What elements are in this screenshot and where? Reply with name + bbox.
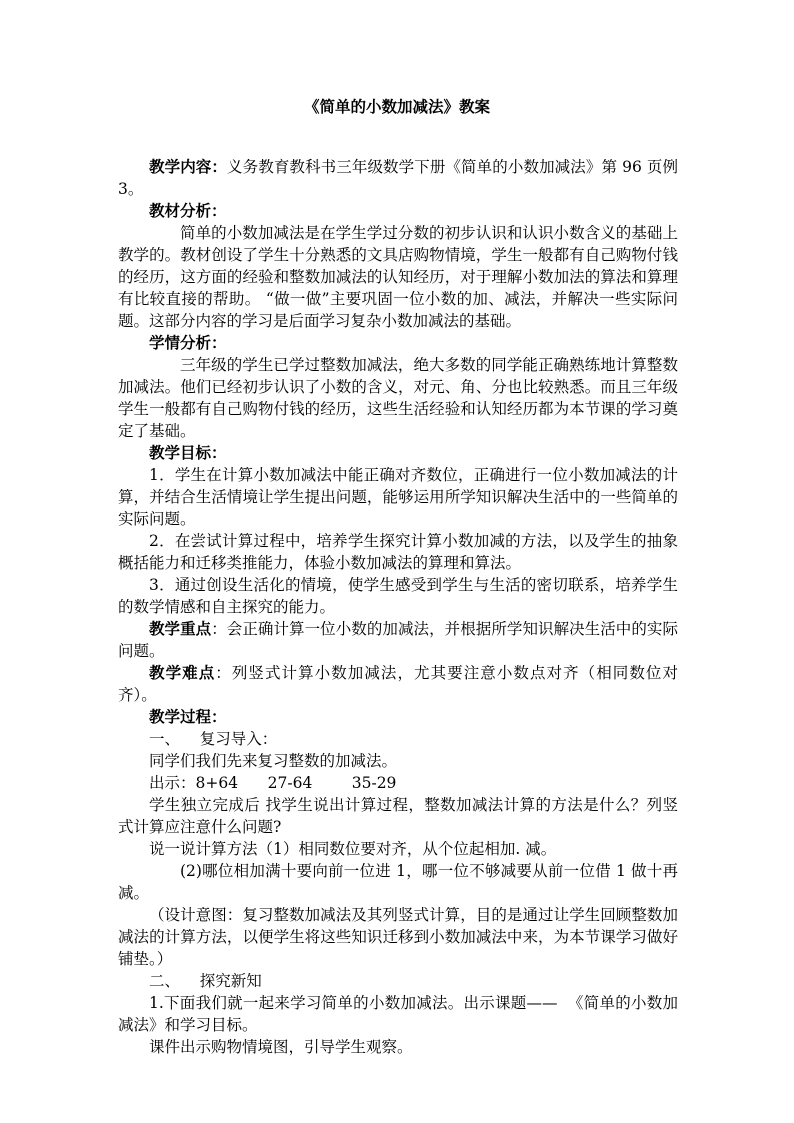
teaching-process-label: 教学过程： — [149, 707, 227, 726]
teaching-difficulty-paragraph — [118, 662, 678, 706]
teaching-content-label: 教学内容： — [149, 157, 228, 176]
situation-analysis-heading — [118, 332, 678, 354]
material-analysis-text: 简单的小数加减法是在学生学过分数的初步认识和认识小数含义的基础上教学的。教材创设了学生十分熟悉的文具店购物情境，学生一般都有自己购物付钱的经历，这方面的经验和整数加减法的认知经历，对于理解小数加法的算法和算理有比较直接的帮助。 “做一做”主要巩固一位小数的加、减法，并解决一些实际问题。这部分内容的学习是后面学习复杂小数加减法的基础。 — [118, 224, 678, 330]
teaching-key-label: 教学重点 — [149, 619, 212, 638]
step2-line2: 课件出示购物情境图，引导学生观察。 — [149, 1038, 413, 1056]
teaching-difficulty-label: 教学难点 — [149, 663, 216, 682]
teaching-difficulty-text: ：列竖式计算小数加减法，尤其要注意小数点对齐（相同数位对齐）。 — [118, 664, 678, 704]
teaching-goals-heading — [118, 442, 678, 464]
material-analysis-heading — [118, 200, 678, 222]
teaching-process-heading — [118, 706, 678, 728]
step2-heading: 二、 探究新知 — [149, 972, 262, 990]
step1-line5: (2)哪位相加满十要向前一位进 1，哪一位不够减要从前一位借 1 做十再减。 — [118, 862, 678, 902]
step1-line1: 同学们我们先来复习整数的加减法。 — [149, 752, 398, 770]
step1-heading: 一、 复习导入： — [149, 730, 278, 748]
teaching-key-paragraph — [118, 618, 678, 662]
document-body — [118, 156, 683, 1058]
teaching-key-text: ：会正确计算一位小数的加减法，并根据所学知识解决生活中的实际问题。 — [118, 620, 678, 660]
situation-analysis-text: 三年级的学生已学过整数加减法，绝大多数的同学能正确熟练地计算整数加减法。他们已经初步认识了小数的含义，对元、角、分也比较熟悉。而且三年级学生一般都有自己购物付钱的经历，这些生活经验和认知经历都为本节课的学习奠定了基础。 — [118, 356, 678, 440]
teaching-goal-2: 2．在尝试计算过程中，培养学生探究计算小数加减的方法，以及学生的抽象概括能力和迁移类推能力，体验小数加减法的算理和算法。 — [118, 532, 678, 572]
step2-line1: 1.下面我们就一起来学习简单的小数加减法。出示课题—— 《简单的小数加减法》和学习目标。 — [118, 994, 678, 1034]
step1-line3: 学生独立完成后 找学生说出计算过程，整数加减法计算的方法是什么？列竖式计算应注意什么问题? — [118, 796, 678, 836]
teaching-goal-1: 1．学生在计算小数加减法中能正确对齐数位，正确进行一位小数加减法的计算，并结合生活情境让学生提出问题，能够运用所学知识解决生活中的一些简单的实际问题。 — [118, 466, 678, 528]
teaching-goal-3: 3．通过创设生活化的情境，使学生感受到学生与生活的密切联系，培养学生的数学情感和自主探究的能力。 — [118, 576, 678, 616]
teaching-content-text: 义务教育教科书三年级数学下册《简单的小数加减法》第 96 页例 3。 — [118, 158, 683, 198]
document-title: 《简单的小数加减法》教案 — [303, 97, 490, 116]
material-analysis-label: 教材分析： — [149, 201, 227, 220]
step1-line4: 说一说计算方法（1）相同数位要对齐，从个位起相加. 减。 — [149, 840, 557, 858]
teaching-goals-label: 教学目标： — [149, 443, 227, 462]
step1-line2: 出示：8+64 27-64 35-29 — [149, 774, 397, 792]
step1-design-intent: （设计意图：复习整数加减法及其列竖式计算，目的是通过让学生回顾整数加减法的计算方法，以便学生将这些知识迁移到小数加减法中来，为本节课学习做好铺垫。） — [118, 906, 678, 968]
teaching-content-paragraph — [118, 156, 683, 200]
situation-analysis-label: 学情分析： — [149, 333, 227, 352]
